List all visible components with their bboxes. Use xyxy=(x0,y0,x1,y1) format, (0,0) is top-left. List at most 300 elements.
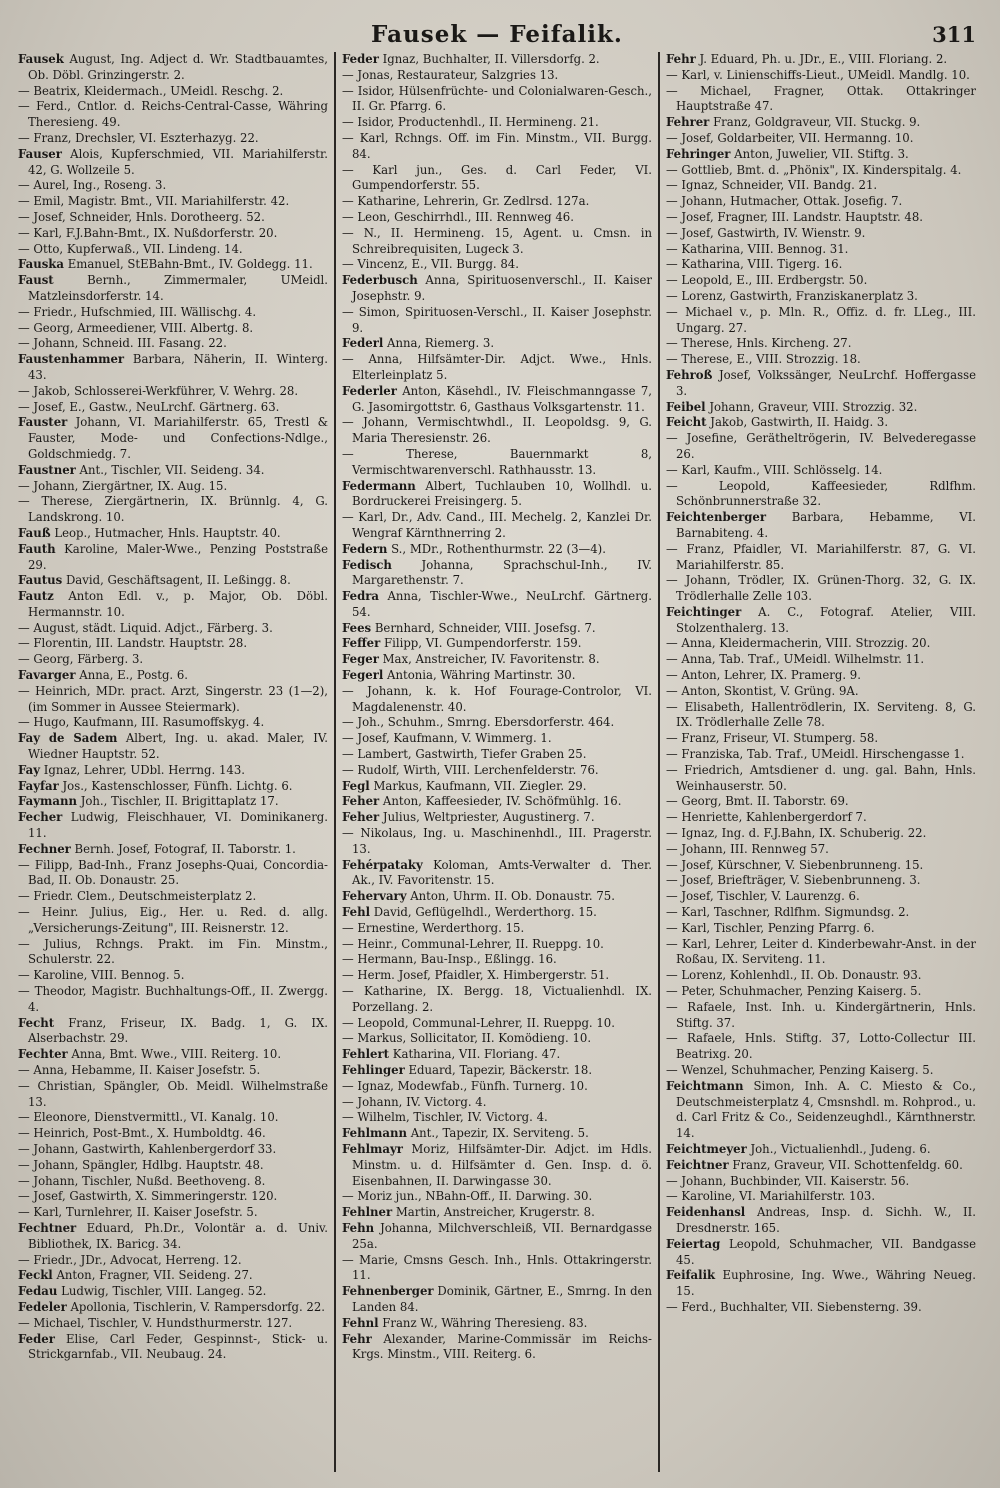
directory-entry xyxy=(18,794,328,810)
entry-text: — Franz, Friseur, VI. Stumperg. 58. xyxy=(666,731,879,746)
entry-text: — Johann, Buchbinder, VII. Kaiserstr. 56. xyxy=(666,1173,910,1188)
entry-surname: Fehérpataky xyxy=(342,857,423,872)
directory-entry xyxy=(18,1079,328,1111)
directory-entry xyxy=(342,1253,652,1285)
entry-surname: Feichtmeyer xyxy=(666,1141,747,1156)
entry-text: — Leopold, E., III. Erdbergstr. 50. xyxy=(666,273,868,288)
entry-text: — Henriette, Kahlenbergerdorf 7. xyxy=(666,810,867,825)
entry-text: — Karl, Kaufm., VIII. Schlösselg. 14. xyxy=(666,462,883,477)
entry-text: — Lorenz, Gastwirth, Franziskanerplatz 3. xyxy=(666,288,918,303)
directory-entry xyxy=(342,1126,652,1142)
directory-entry xyxy=(666,1205,976,1237)
directory-entry xyxy=(342,684,652,716)
directory-entry xyxy=(18,479,328,495)
entry-text: — Eleonore, Dienstvermittl., VI. Kanalg. 10. xyxy=(18,1110,279,1125)
entry-text: — Karl, v. Linienschiffs-Lieut., UMeidl. Mandlg. 10. xyxy=(666,67,970,82)
directory-entry xyxy=(342,1079,652,1095)
directory-entry xyxy=(666,810,976,826)
directory-entry xyxy=(18,1253,328,1269)
directory-entry xyxy=(342,1063,652,1079)
entry-text: — Anna, Tab. Traf., UMeidl. Wilhelmstr. 11. xyxy=(666,652,925,667)
directory-entry xyxy=(18,99,328,131)
directory-entry xyxy=(342,1189,652,1205)
entry-text: Joh., Victualienhdl., Judeng. 6. xyxy=(750,1141,931,1156)
page-header xyxy=(12,18,982,52)
directory-entry xyxy=(342,937,652,953)
entry-surname: Fees xyxy=(342,620,372,635)
entry-text: — Filipp, Bad-Inh., Franz Josephs-Quai, Concordia-Bad, II. Ob. Donaustr. 25. xyxy=(18,857,328,888)
directory-entry xyxy=(342,115,652,131)
entry-text: Max, Anstreicher, IV. Favoritenstr. 8. xyxy=(382,652,600,667)
entry-text: Anna, Bmt. Wwe., VIII. Reiterg. 10. xyxy=(71,1047,282,1062)
entry-text: — Rudolf, Wirth, VIII. Lerchenfelderstr. 76. xyxy=(342,762,599,777)
directory-entry xyxy=(342,810,652,826)
directory-entry xyxy=(18,1189,328,1205)
entry-text: Anton Edl. v., p. Major, Ob. Döbl. Hermannstr. 10. xyxy=(28,589,329,619)
entry-text: — Karoline, VIII. Bennog. 5. xyxy=(18,968,185,983)
entry-text: — Ignaz, Modewfab., Fünfh. Turnerg. 10. xyxy=(342,1078,588,1093)
entry-text: — Johann, III. Rennweg 57. xyxy=(666,841,829,856)
directory-entry xyxy=(18,542,328,574)
directory-entry xyxy=(666,905,976,921)
entry-text: — Theodor, Magistr. Buchhaltungs-Off., II. Zwergg. 4. xyxy=(18,984,328,1014)
entry-text: — Johann, Spängler, Hdlbg. Hauptstr. 48. xyxy=(18,1157,264,1172)
page-title: Fausek — Feifalik. xyxy=(371,21,623,48)
entry-text: — Hermann, Bau-Insp., Eßlingg. 16. xyxy=(342,952,557,967)
directory-entry xyxy=(666,1000,976,1032)
directory-entry xyxy=(666,273,976,289)
entry-text: — Emil, Magistr. Bmt., VII. Mariahilferstr. 42. xyxy=(18,194,290,209)
directory-entry xyxy=(342,652,652,668)
directory-entry xyxy=(18,336,328,352)
directory-entry xyxy=(342,558,652,590)
directory-entry xyxy=(342,621,652,637)
entry-surname: Fecher xyxy=(18,810,63,825)
entry-text: — Johann, Trödler, IX. Grünen-Thorg. 32, G. IX. Trödlerhalle Zelle 103. xyxy=(666,573,976,604)
entry-text: — Ferd., Buchhalter, VII. Siebensterng. 39. xyxy=(666,1299,922,1314)
entry-text: Dominik, Gärtner, E., Smrng. In den Landen 84. xyxy=(352,1284,652,1314)
directory-entry xyxy=(666,1268,976,1300)
directory-entry xyxy=(342,131,652,163)
entry-text: — Marie, Cmsns Gesch. Inh., Hnls. Ottakringerstr. 11. xyxy=(342,1252,652,1283)
directory-entry xyxy=(18,810,328,842)
entry-text: — Otto, Kupferwaß., VII. Lindeng. 14. xyxy=(18,241,243,256)
entry-surname: Fehervary xyxy=(342,889,407,904)
directory-entry xyxy=(666,794,976,810)
entry-text: — Aurel, Ing., Roseng. 3. xyxy=(18,178,167,193)
entry-text: — Heinr. Julius, Eig., Her. u. Red. d. allg. „Versicherungs-Zeitung", III. Reisnerstr. 12. xyxy=(18,905,328,935)
directory-entry xyxy=(342,257,652,273)
directory-entry xyxy=(342,194,652,210)
entry-text: — Anton, Lehrer, IX. Pramerg. 9. xyxy=(666,668,861,683)
directory-entry xyxy=(342,447,652,479)
entry-text: — Gottlieb, Bmt. d. „Phönix", IX. Kinderspitalg. 4. xyxy=(666,162,962,177)
directory-entry xyxy=(666,747,976,763)
entry-text: Koloman, Amts-Verwalter d. Ther. Ak., IV. Favoritenstr. 15. xyxy=(352,857,653,888)
entry-text: — Rafaele, Inst. Inh. u. Kindergärtnerin, Hnls. Stiftg. 37. xyxy=(666,999,976,1030)
entry-text: — Julius, Rchngs. Prakt. im Fin. Minstm., Schulerstr. 22. xyxy=(18,936,328,967)
directory-entry xyxy=(342,1142,652,1189)
directory-entry xyxy=(342,858,652,890)
directory-entry xyxy=(18,1110,328,1126)
entry-text: — Franziska, Tab. Traf., UMeidl. Hirschengasse 1. xyxy=(666,747,965,762)
entry-surname: Feger xyxy=(342,652,379,667)
directory-entry xyxy=(18,463,328,479)
entry-surname: Feichtinger xyxy=(666,604,742,619)
entry-text: Markus, Kaufmann, VII. Ziegler. 29. xyxy=(373,778,587,793)
directory-entry xyxy=(666,921,976,937)
directory-entry xyxy=(342,1284,652,1316)
entry-text: Simon, Inh. A. C. Miesto & Co., Deutschmeisterplatz 4, Cmsnshdl. m. Rohprod., u. d. Carl Fritz & Co., Seidenzeughdl., Kärnthnerstr. 14. xyxy=(676,1078,976,1141)
directory-entry xyxy=(342,84,652,116)
entry-surname: Fehlert xyxy=(342,1047,390,1062)
entry-surname: Fautus xyxy=(18,573,63,588)
directory-entry xyxy=(18,1063,328,1079)
entry-text: Martin, Anstreicher, Krugerstr. 8. xyxy=(395,1205,595,1220)
entry-text: — Friedr. Clem., Deutschmeisterplatz 2. xyxy=(18,889,257,904)
entry-text: — Jonas, Restaurateur, Salzgries 13. xyxy=(342,67,559,82)
entry-text: — Wenzel, Schuhmacher, Penzing Kaiserg. 5. xyxy=(666,1063,934,1077)
directory-entry xyxy=(342,52,652,68)
directory-entry xyxy=(666,368,976,400)
entry-text: — Michael, Tischler, V. Hundsthurmerstr. 127. xyxy=(18,1315,293,1330)
entry-text: — Friedr., JDr., Advocat, Herreng. 12. xyxy=(18,1252,242,1267)
entry-text: Johanna, Sprachschul-Inh., IV. Margarethenstr. 7. xyxy=(352,557,652,588)
entry-surname: Fehlmayr xyxy=(342,1141,403,1156)
entry-text: — Johann, Vermischtwhdl., II. Leopoldsg. 9, G. Maria Theresienstr. 26. xyxy=(342,415,652,446)
entry-text: Josef, Volkssänger, NeuLrchf. Hoffergasse 3. xyxy=(676,367,976,398)
directory-entry xyxy=(342,636,652,652)
directory-entry xyxy=(342,1316,652,1332)
entry-text: Anton, Kaffeesieder, IV. Schöfmühlg. 16. xyxy=(382,794,622,809)
entry-surname: Fehrer xyxy=(666,115,710,130)
directory-entry xyxy=(342,163,652,195)
directory-entry xyxy=(666,842,976,858)
directory-entry xyxy=(342,1110,652,1126)
entry-text: Alexander, Marine-Commissär im Reichs-Krgs. Minstm., VIII. Reiterg. 6. xyxy=(352,1331,653,1362)
entry-text: Franz W., Währing Theresieng. 83. xyxy=(382,1315,588,1330)
directory-entry xyxy=(18,1268,328,1284)
entry-surname: Fehlmann xyxy=(342,1126,407,1141)
directory-entry xyxy=(342,1332,652,1364)
entry-text: — Heinr., Communal-Lehrer, II. Rueppg. 10. xyxy=(342,936,604,951)
directory-entry xyxy=(666,84,976,116)
entry-surname: Fegl xyxy=(342,778,370,793)
entry-surname: Fauth xyxy=(18,541,56,556)
entry-surname: Fehlinger xyxy=(342,1063,405,1077)
entry-text: Eduard, Ph.Dr., Volontär a. d. Univ. Bibliothek, IX. Baricg. 34. xyxy=(28,1220,328,1251)
entry-text: — Elisabeth, Hallentrödlerin, IX. Serviteng. 8, G. IX. Trödlerhalle Zelle 78. xyxy=(666,699,976,730)
entry-text: — Leon, Geschirrhdl., III. Rennweg 46. xyxy=(342,209,574,224)
entry-text: — Josef, Briefträger, V. Siebenbrunneng. 3. xyxy=(666,873,921,888)
entry-text: Johanna, Milchverschleiß, VII. Bernardgasse 25a. xyxy=(352,1220,652,1251)
directory-entry xyxy=(342,384,652,416)
directory-entry xyxy=(18,384,328,400)
directory-entry xyxy=(666,763,976,795)
entry-text: — Franz, Drechsler, VI. Eszterhazyg. 22. xyxy=(18,130,259,145)
directory-entry xyxy=(666,479,976,511)
entry-text: Franz, Graveur, VII. Schottenfeldg. 60. xyxy=(732,1157,963,1172)
entry-text: Andreas, Insp. d. Sichh. W., II. Dresdnerstr. 165. xyxy=(676,1205,976,1235)
directory-entry xyxy=(666,431,976,463)
entry-surname: Feiertag xyxy=(666,1236,721,1251)
entry-text: — Josef, Gastwirth, X. Simmeringerstr. 120. xyxy=(18,1189,278,1204)
entry-text: — Beatrix, Kleidermach., UMeidl. Reschg. 2. xyxy=(18,83,284,98)
directory-entry xyxy=(666,889,976,905)
directory-entry xyxy=(342,210,652,226)
entry-text: — Josef, Kürschner, V. Siebenbrunneng. 15. xyxy=(666,857,924,872)
entry-text: A. C., Fotograf. Atelier, VIII. Stolzenthalerg. 13. xyxy=(676,604,977,635)
directory-entry xyxy=(342,984,652,1016)
directory-entry xyxy=(18,636,328,652)
directory-entry xyxy=(342,921,652,937)
directory-entry xyxy=(666,1237,976,1269)
entry-text: J. Eduard, Ph. u. JDr., E., VIII. Floriang. 2. xyxy=(699,52,948,66)
entry-text: Barbara, Näherin, II. Winterg. 43. xyxy=(28,352,328,382)
directory-entry xyxy=(342,763,652,779)
directory-entry xyxy=(18,842,328,858)
directory-entry xyxy=(18,621,328,637)
directory-entry xyxy=(666,937,976,969)
directory-entry xyxy=(18,652,328,668)
directory-entry xyxy=(342,668,652,684)
directory-entry xyxy=(666,605,976,637)
entry-surname: Fegerl xyxy=(342,668,384,683)
directory-entry xyxy=(18,1126,328,1142)
entry-surname: Fehr xyxy=(342,1331,372,1346)
directory-entry xyxy=(666,336,976,352)
entry-text: — Friedr., Hufschmied, III. Wällischg. 4. xyxy=(18,304,257,319)
entry-text: — Josef, Fragner, III. Landstr. Hauptstr. 48. xyxy=(666,209,924,224)
entry-text: — Joh., Schuhm., Smrng. Ebersdorferstr. 464. xyxy=(342,715,615,730)
entry-surname: Federn xyxy=(342,541,388,556)
entry-text: Franz, Goldgraveur, VII. Stuckg. 9. xyxy=(713,115,921,130)
entry-text: Albert, Ing. u. akad. Maler, IV. Wiedner Hauptstr. 52. xyxy=(28,731,328,762)
directory-entry xyxy=(342,1047,652,1063)
entry-text: Anna, Spirituosenverschl., II. Kaiser Josephstr. 9. xyxy=(352,273,653,303)
entry-text: Bernh. Josef, Fotograf, II. Taborstr. 1. xyxy=(74,841,296,856)
directory-entry xyxy=(18,858,328,890)
entry-surname: Feder xyxy=(18,1331,55,1346)
entry-text: Euphrosine, Ing. Wwe., Währing Neueg. 15. xyxy=(676,1268,977,1299)
directory-entry xyxy=(666,731,976,747)
entry-text: David, Geflügelhdl., Werderthorg. 15. xyxy=(373,905,597,920)
directory-entry xyxy=(342,352,652,384)
entry-text: Anton, Käsehdl., IV. Fleischmanngasse 7, G. Jasomirgottstr. 6, Gasthaus Volksgartenstr. 11. xyxy=(352,383,653,414)
entry-surname: Federbusch xyxy=(342,273,418,288)
directory-entry xyxy=(666,400,976,416)
entry-text: — Markus, Sollicitator, II. Komödieng. 10. xyxy=(342,1031,592,1046)
entry-text: — Moriz jun., NBahn-Off., II. Darwing. 30. xyxy=(342,1189,593,1204)
directory-entry xyxy=(666,510,976,542)
entry-text: — Josef, Schneider, Hnls. Dorotheerg. 52. xyxy=(18,209,265,224)
entry-surname: Fedeler xyxy=(18,1299,67,1314)
directory-entry xyxy=(666,226,976,242)
column-2 xyxy=(334,52,658,1472)
entry-text: Johann, VI. Mariahilferstr. 65, Trestl & Fauster, Mode- und Confections-Ndlge., Goldschmiedg. 7. xyxy=(28,415,329,461)
directory-entry xyxy=(18,1142,328,1158)
entry-text: David, Geschäftsagent, II. Leßingg. 8. xyxy=(65,573,291,588)
directory-entry xyxy=(18,984,328,1016)
entry-text: — Lorenz, Kohlenhdl., II. Ob. Donaustr. 93. xyxy=(666,968,922,983)
entry-text: — Ernestine, Werderthorg. 15. xyxy=(342,920,525,935)
directory-entry xyxy=(666,636,976,652)
directory-entry xyxy=(18,400,328,416)
directory-entry xyxy=(18,226,328,242)
entry-text: Bernhard, Schneider, VIII. Josefsg. 7. xyxy=(374,620,596,635)
entry-text: — Karl, Dr., Adv. Cand., III. Mechelg. 2, Kanzlei Dr. Wengraf Kärnthnerring 2. xyxy=(342,510,652,540)
directory-entry xyxy=(18,668,328,684)
directory-entry xyxy=(18,1047,328,1063)
entry-text: Karoline, Maler-Wwe., Penzing Poststraße 29. xyxy=(28,541,329,572)
directory-entry xyxy=(666,542,976,574)
entry-text: — Franz, Pfaidler, VI. Mariahilferstr. 87, G. VI. Mariahilferstr. 85. xyxy=(666,541,976,572)
entry-text: — Heinrich, MDr. pract. Arzt, Singerstr. 23 (1—2), (im Sommer in Aussee Steiermark). xyxy=(18,683,328,714)
entry-surname: Feichtmann xyxy=(666,1078,744,1093)
directory-entry xyxy=(666,68,976,84)
entry-surname: Favarger xyxy=(18,668,76,683)
directory-entry xyxy=(666,52,976,68)
directory-entry xyxy=(342,479,652,511)
entry-surname: Feibel xyxy=(666,399,706,414)
entry-surname: Federmann xyxy=(342,478,416,493)
entry-text: — Josefine, Gerätheltrögerin, IV. Belvederegasse 26. xyxy=(666,431,976,461)
directory-entry xyxy=(666,1158,976,1174)
entry-surname: Feher xyxy=(342,794,380,809)
directory-entry xyxy=(342,905,652,921)
directory-entry xyxy=(666,463,976,479)
entry-surname: Fauska xyxy=(18,257,64,272)
directory-entry xyxy=(18,305,328,321)
entry-text: Katharina, VII. Floriang. 47. xyxy=(392,1047,561,1062)
directory-entry xyxy=(666,1063,976,1079)
directory-entry xyxy=(666,131,976,147)
directory-entry xyxy=(18,731,328,763)
directory-entry xyxy=(666,1079,976,1142)
directory-entry xyxy=(18,415,328,462)
entry-surname: Faust xyxy=(18,273,54,288)
directory-entry xyxy=(18,684,328,716)
entry-surname: Federler xyxy=(342,383,397,398)
column-1 xyxy=(12,52,334,1472)
entry-text: Franz, Friseur, IX. Badg. 1, G. IX. Alserbachstr. 29. xyxy=(28,1015,328,1046)
directory-entry xyxy=(666,210,976,226)
entry-text: — Anton, Skontist, V. Grüng. 9A. xyxy=(666,683,859,698)
entry-text: — Johann, Tischler, Nußd. Beethoveng. 8. xyxy=(18,1173,266,1188)
entry-surname: Fehnl xyxy=(342,1315,379,1330)
entry-surname: Fehnenberger xyxy=(342,1284,434,1299)
entry-text: — Leopold, Kaffeesieder, Rdlfhm. Schönbrunnerstraße 32. xyxy=(666,478,976,509)
entry-surname: Fehl xyxy=(342,905,371,920)
directory-entry xyxy=(18,84,328,100)
entry-text: — Friedrich, Amtsdiener d. ung. gal. Bahn, Hnls. Weinhauserstr. 50. xyxy=(666,762,976,793)
entry-text: — Michael v., p. Mln. R., Offiz. d. fr. LLeg., III. Ungarg. 27. xyxy=(666,304,976,335)
entry-text: — Katharina, VIII. Tigerg. 16. xyxy=(666,257,843,272)
directory-entry xyxy=(18,905,328,937)
directory-entry xyxy=(666,194,976,210)
entry-surname: Fedra xyxy=(342,589,379,604)
directory-entry xyxy=(18,131,328,147)
entry-text: Anna, Tischler-Wwe., NeuLrchf. Gärtnerg. 54. xyxy=(352,589,653,619)
entry-text: — Georg, Färberg. 3. xyxy=(18,652,144,667)
directory-entry xyxy=(18,763,328,779)
directory-entry xyxy=(342,305,652,337)
directory-entry xyxy=(666,573,976,605)
entry-text: — Josef, Kaufmann, V. Wimmerg. 1. xyxy=(342,731,552,746)
entry-text: — Josef, Goldarbeiter, VII. Hermanng. 10. xyxy=(666,130,914,145)
entry-text: Anton, Juwelier, VII. Stiftg. 3. xyxy=(734,146,909,161)
entry-surname: Feicht xyxy=(666,415,707,430)
entry-surname: Fehringer xyxy=(666,146,731,161)
entry-text: — Anna, Hebamme, II. Kaiser Josefstr. 5. xyxy=(18,1063,261,1077)
entry-surname: Feder xyxy=(342,52,379,66)
directory-entry xyxy=(18,573,328,589)
entry-text: — Therese, Ziergärtnerin, IX. Brünnlg. 4, G. Landskrong. 10. xyxy=(18,494,328,525)
entry-surname: Fautz xyxy=(18,589,54,604)
entry-text: Leop., Hutmacher, Hnls. Hauptstr. 40. xyxy=(54,525,281,540)
entry-surname: Fay de Sadem xyxy=(18,731,118,746)
entry-text: — Karl, Lehrer, Leiter d. Kinderbewahr-Anst. in der Roßau, IX. Serviteng. 11. xyxy=(666,936,976,967)
directory-entry xyxy=(666,1142,976,1158)
entry-text: — Nikolaus, Ing. u. Maschinenhdl., III. Pragerstr. 13. xyxy=(342,826,652,856)
entry-text: — Vincenz, E., VII. Burgg. 84. xyxy=(342,257,519,272)
entry-text: — Ignaz, Schneider, VII. Bandg. 21. xyxy=(666,178,878,193)
directory-entry xyxy=(342,826,652,858)
entry-text: — Johann, IV. Victorg. 4. xyxy=(342,1094,487,1109)
directory-entry xyxy=(18,257,328,273)
directory-entry xyxy=(18,1221,328,1253)
directory-entry xyxy=(342,68,652,84)
entry-surname: Fedau xyxy=(18,1284,58,1299)
entry-text: — Anna, Kleidermacherin, VIII. Strozzig. 20. xyxy=(666,636,931,651)
entry-text: — Isidor, Hülsenfrüchte- und Colonialwaren-Gesch., II. Gr. Pfarrg. 6. xyxy=(342,83,652,114)
directory-entry xyxy=(666,257,976,273)
directory-entry xyxy=(18,779,328,795)
directory-entry xyxy=(666,668,976,684)
entry-text: — Katharine, Lehrerin, Gr. Zedlrsd. 127a. xyxy=(342,194,590,209)
directory-entry xyxy=(342,1016,652,1032)
entry-text: Jos., Kastenschlosser, Fünfh. Lichtg. 6. xyxy=(62,778,293,793)
entry-surname: Feichtner xyxy=(666,1157,729,1172)
entry-text: — Katharine, IX. Bergg. 18, Victualienhdl. IX. Porzellang. 2. xyxy=(342,984,652,1014)
directory-entry xyxy=(342,1221,652,1253)
directory-entry xyxy=(18,352,328,384)
entry-text: Jakob, Gastwirth, II. Haidg. 3. xyxy=(710,415,889,430)
directory-entry xyxy=(18,1284,328,1300)
entry-text: Julius, Weltpriester, Augustinerg. 7. xyxy=(382,810,595,825)
directory-entry xyxy=(666,163,976,179)
entry-text: Emanuel, StEBahn-Bmt., IV. Goldegg. 11. xyxy=(67,257,313,272)
directory-entry xyxy=(666,873,976,889)
directory-entry xyxy=(666,826,976,842)
columns xyxy=(12,52,982,1472)
entry-text: Anna, E., Postg. 6. xyxy=(79,668,189,683)
entry-text: — Karl, F.J.Bahn-Bmt., IX. Nußdorferstr. 20. xyxy=(18,225,278,240)
directory-entry xyxy=(18,321,328,337)
entry-surname: Fayfar xyxy=(18,778,59,793)
entry-text: — Johann, Hutmacher, Ottak. Josefig. 7. xyxy=(666,194,903,209)
directory-entry xyxy=(18,147,328,179)
entry-text: — August, städt. Liquid. Adjct., Färberg. 3. xyxy=(18,620,273,635)
entry-text: — Hugo, Kaufmann, III. Rasumoffskyg. 4. xyxy=(18,715,265,730)
entry-text: — Simon, Spirituosen-Verschl., II. Kaiser Josephstr. 9. xyxy=(342,304,652,335)
entry-text: — Karoline, VI. Mariahilferstr. 103. xyxy=(666,1189,876,1204)
entry-surname: Fay xyxy=(18,762,41,777)
directory-entry xyxy=(342,715,652,731)
entry-text: Antonia, Währing Martinstr. 30. xyxy=(387,668,576,683)
entry-text: Anna, Riemerg. 3. xyxy=(387,336,495,351)
directory-entry xyxy=(666,968,976,984)
